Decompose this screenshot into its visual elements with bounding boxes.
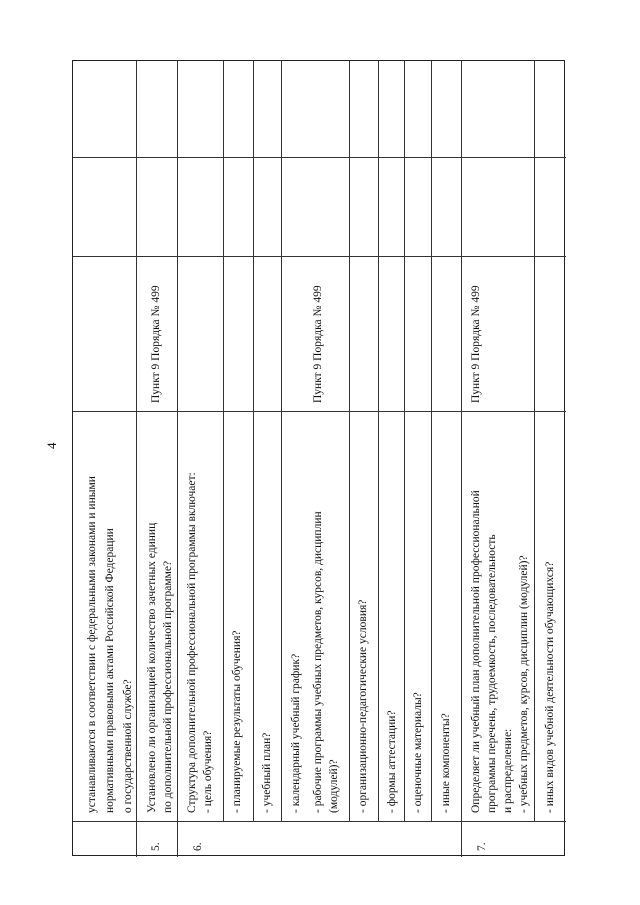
row-7-line-3: и распределение: bbox=[502, 728, 514, 813]
row-5-reference: Пункт 9 Порядка № 499 bbox=[150, 285, 162, 403]
row-separator bbox=[461, 61, 462, 857]
row-5-line-2: по дополнительной профессиональной программе? bbox=[162, 560, 174, 813]
row-6-line-2: - цель обучения? bbox=[202, 730, 214, 813]
row-6-sub-1: - планируемые результаты обучения? bbox=[231, 630, 243, 813]
subrow-separator bbox=[349, 411, 350, 821]
row-0-line-1: устанавливаются в соответствии с федеральными законами и иными bbox=[86, 476, 98, 813]
subrow-separator bbox=[431, 61, 432, 411]
row-6-sub-8: - оценочные материалы? bbox=[412, 692, 424, 813]
col-separator-reference bbox=[73, 256, 566, 257]
row-7-number: 7. bbox=[476, 842, 488, 851]
subrow-separator bbox=[253, 411, 254, 821]
row-5-number: 5. bbox=[150, 842, 162, 851]
row-7-line-2: программы перечень, трудоемкость, последовательность bbox=[486, 534, 498, 813]
subrow-separator bbox=[404, 411, 405, 821]
subrow-separator bbox=[431, 411, 432, 821]
row-6-number: 6. bbox=[192, 842, 204, 851]
subrow-separator bbox=[223, 61, 224, 411]
row-0-line-3: о государственной службе? bbox=[122, 679, 134, 813]
row-6-sub-2: - учебный план? bbox=[261, 732, 273, 813]
subrow-separator bbox=[281, 411, 282, 821]
subrow-separator bbox=[253, 61, 254, 411]
row-separator bbox=[136, 61, 137, 857]
row-separator bbox=[177, 61, 178, 857]
subrow-separator bbox=[404, 61, 405, 411]
checklist-table bbox=[72, 60, 565, 856]
col-separator-num bbox=[73, 821, 566, 822]
subrow-separator bbox=[349, 61, 350, 411]
row-6-sub-9: - иные компоненты? bbox=[440, 713, 452, 813]
subrow-separator bbox=[378, 411, 379, 821]
row-7-line-1: Определяет ли учебный план дополнительной профессиональной bbox=[470, 490, 482, 813]
row-6-sub-7: - формы аттестации? bbox=[386, 710, 398, 813]
subrow-separator bbox=[378, 61, 379, 411]
row-6-sub-5: (модулей)? bbox=[328, 759, 340, 813]
subrow-separator bbox=[281, 61, 282, 411]
row-0-line-2: нормативными правовыми актами Российской Федерации bbox=[104, 528, 116, 813]
row-7-reference: Пункт 9 Порядка № 499 bbox=[470, 285, 482, 403]
subrow-separator bbox=[534, 61, 535, 821]
row-6-line-1: Структура дополнительной профессиональной программы включает: bbox=[186, 472, 198, 813]
row-5-line-1: Установлено ли организацией количество зачетных единиц bbox=[146, 522, 158, 813]
col-separator-question bbox=[73, 411, 566, 412]
row-6-sub-3: - календарный учебный график? bbox=[290, 653, 302, 813]
row-6-reference: Пункт 9 Порядка № 499 bbox=[312, 285, 324, 403]
row-6-sub-6: - организационно-педагогические условия? bbox=[357, 599, 369, 813]
row-7-line-4: - учебных предметов, курсов, дисциплин (модулей)? bbox=[518, 555, 530, 813]
page-number: 4 bbox=[44, 442, 59, 449]
row-7-sub-1: - иных видов учебной деятельности обучающихся? bbox=[544, 561, 556, 813]
col-separator-extra bbox=[73, 157, 566, 158]
subrow-separator bbox=[223, 411, 224, 821]
row-6-sub-4: - рабочие программы учебных предметов, курсов, дисциплин bbox=[312, 511, 324, 813]
